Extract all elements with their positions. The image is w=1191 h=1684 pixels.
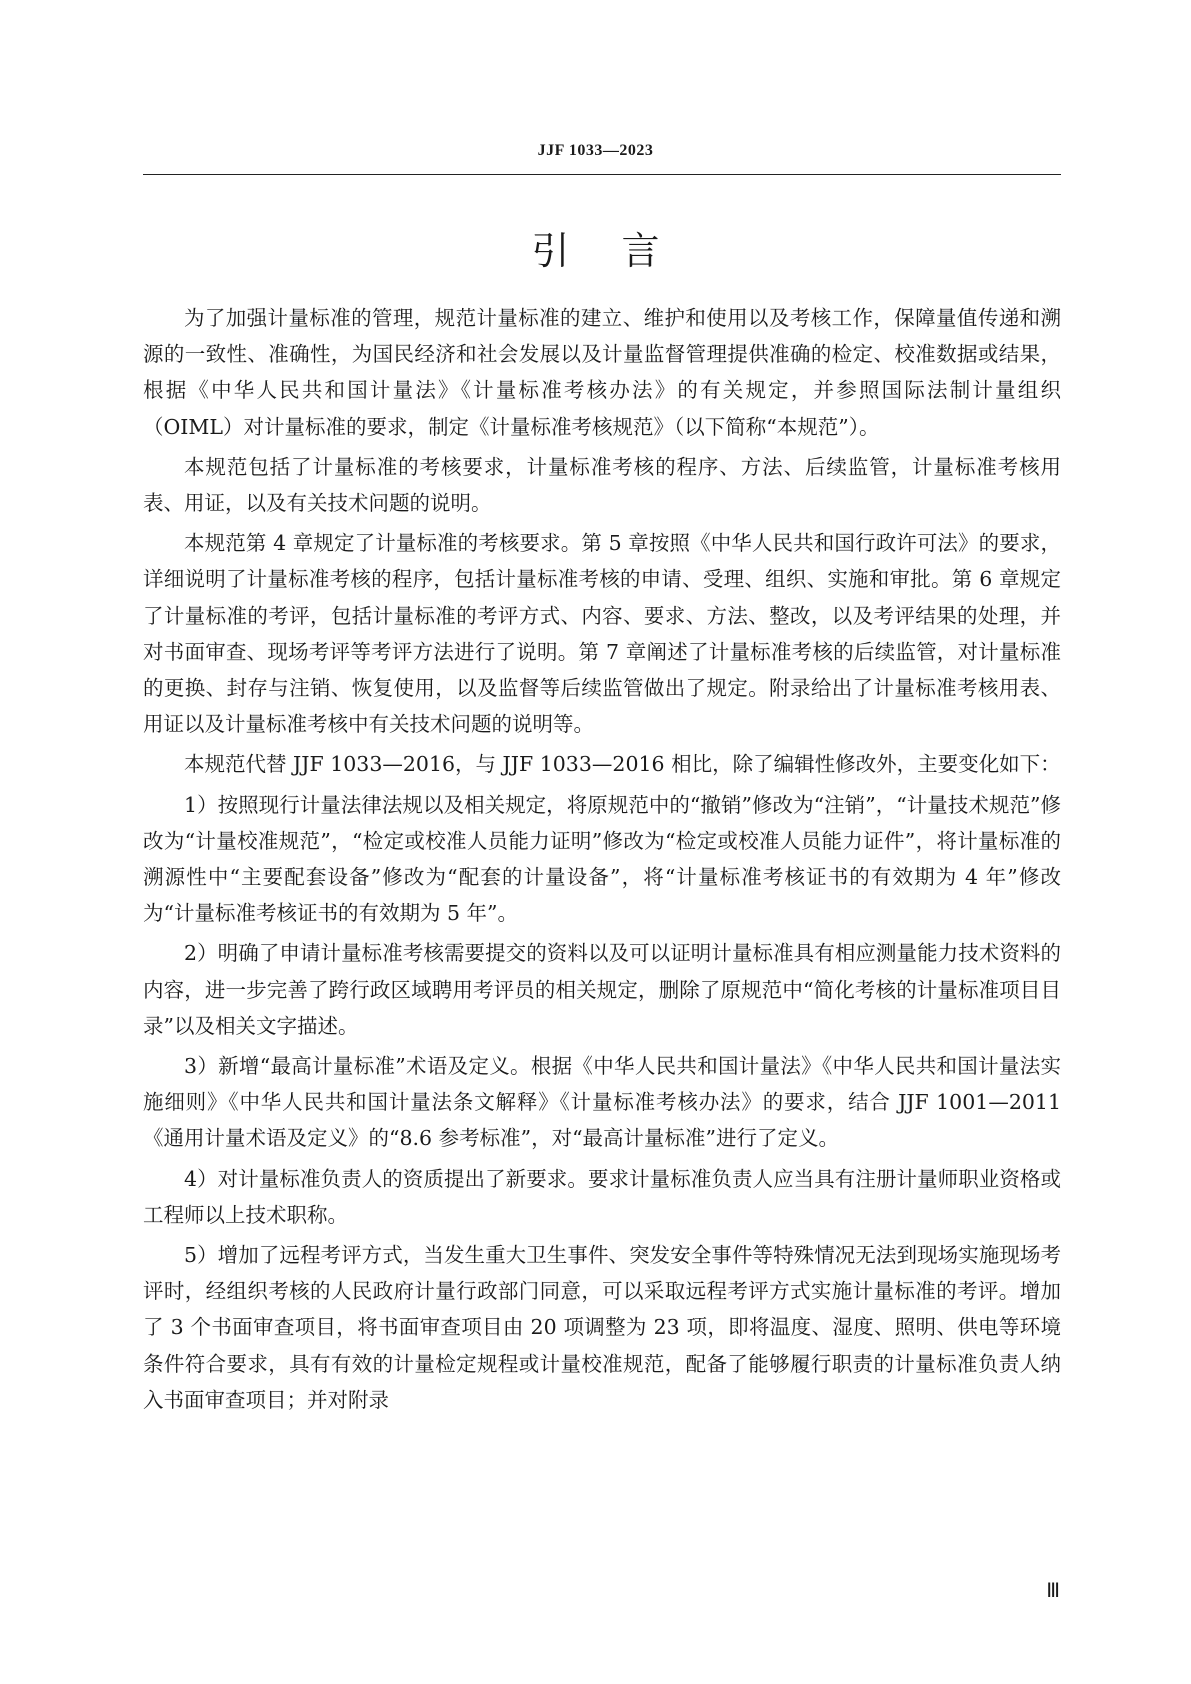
page-number: Ⅲ [1046, 1580, 1060, 1602]
body-text [143, 300, 1061, 1422]
header-rule [143, 174, 1061, 175]
paragraph: 2）明确了申请计量标准考核需要提交的资料以及可以证明计量标准具有相应测量能力技术资料的内容，进一步完善了跨行政区域聘用考评员的相关规定，删除了原规范中“简化考核的计量标准项目目录”以及相关文字描述。 [143, 941, 1061, 1038]
page-title: 引言 [531, 229, 712, 273]
paragraph: 本规范包括了计量标准的考核要求，计量标准考核的程序、方法、后续监管，计量标准考核用表、用证，以及有关技术问题的说明。 [143, 454, 1061, 516]
paragraph: 本规范代替 JJF 1033—2016，与 JJF 1033—2016 相比，除了编辑性修改外，主要变化如下： [184, 752, 1061, 777]
document-code: JJF 1033—2023 [537, 142, 654, 159]
paragraph: 为了加强计量标准的管理，规范计量标准的建立、维护和使用以及考核工作，保障量值传递和溯源的一致性、准确性，为国民经济和社会发展以及计量监督管理提供准确的检定、校准数据或结果，根据《中华人民共和国计量法》《计量标准考核办法》的有关规定，并参照国际法制计量组织（OIML）对计量标准的要求，制定《计量标准考核规范》（以下简称“本规范”）。 [143, 306, 1061, 439]
paragraph: 5）增加了远程考评方式，当发生重大卫生事件、突发安全事件等特殊情况无法到现场实施现场考评时，经组织考核的人民政府计量行政部门同意，可以采取远程考评方式实施计量标准的考评。增加了 3 个书面审查项目，将书面审查项目由 20 项调整为 23 项，即将温度、湿度、照明、供电等环境条件符合要求，具有有效的计量检定规程或计量校准规范，配备了能够履行职责的计量标准负责人纳入书面审查项目；并对附录 [143, 1243, 1061, 1412]
paragraph: 1）按照现行计量法律法规以及相关规定，将原规范中的“撤销”修改为“注销”，“计量技术规范”修改为“计量校准规范”，“检定或校准人员能力证明”修改为“检定或校准人员能力证件”，将计量标准的溯源性中“主要配套设备”修改为“配套的计量设备”，将“计量标准考核证书的有效期为 4 年”修改为“计量标准考核证书的有效期为 5 年”。 [143, 792, 1061, 926]
document-header [0, 140, 1191, 160]
paragraph: 3）新增“最高计量标准”术语及定义。根据《中华人民共和国计量法》《中华人民共和国计量法实施细则》《中华人民共和国计量法条文解释》《计量标准考核办法》的要求，结合 JJF 1001—2011《通用计量术语及定义》的“8.6 参考标准”，对“最高计量标准”进行了定义。 [143, 1054, 1061, 1151]
paragraph: 本规范第 4 章规定了计量标准的考核要求。第 5 章按照《中华人民共和国行政许可法》的要求，详细说明了计量标准考核的程序，包括计量标准考核的申请、受理、组织、实施和审批。第 6 章规定了计量标准的考评，包括计量标准的考评方式、内容、要求、方法、整改，以及考评结果的处理，并对书面审查、现场考评等考评方法进行了说明。第 7 章阐述了计量标准考核的后续监管，对计量标准的更换、封存与注销、恢复使用，以及监督等后续监管做出了规定。附录给出了计量标准考核用表、用证以及计量标准考核中有关技术问题的说明等。 [143, 531, 1061, 737]
paragraph: 4）对计量标准负责人的资质提出了新要求。要求计量标准负责人应当具有注册计量师职业资格或工程师以上技术职称。 [143, 1166, 1061, 1227]
